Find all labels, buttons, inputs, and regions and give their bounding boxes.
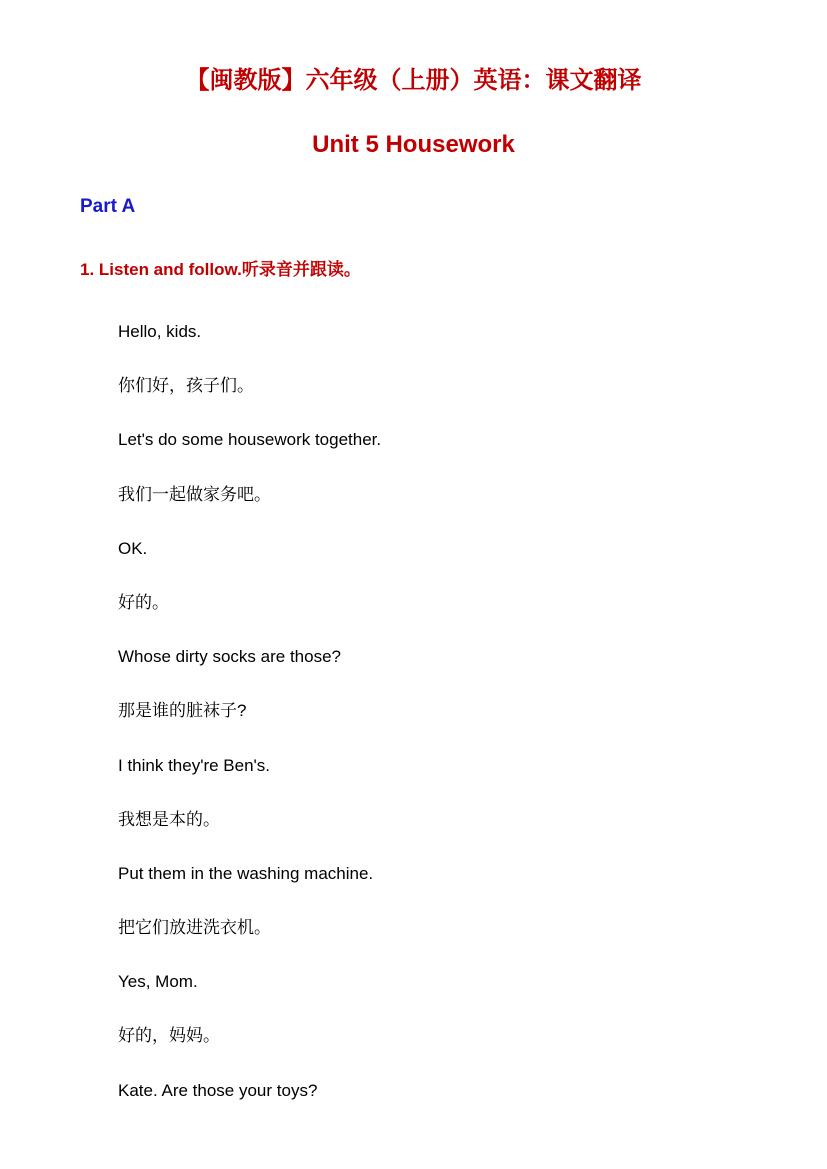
dialogue-line-chinese: 把它们放进洗衣机。: [118, 918, 271, 938]
dialogue-line-chinese: 你们好，孩子们。: [118, 376, 254, 396]
dialogue-list: [118, 319, 798, 1132]
dialogue-line-english: Kate. Are those your toys?: [118, 1080, 318, 1100]
dialogue-line-chinese: 好的，妈妈。: [118, 1026, 220, 1046]
dialogue-line-english: Hello, kids.: [118, 322, 202, 341]
dialogue-line-chinese: 我们一起做家务吧。: [118, 484, 271, 504]
dialogue-line-chinese: 那是谁的脏袜子?: [118, 701, 247, 721]
dialogue-line-english: OK.: [118, 538, 148, 558]
unit-title: Unit 5 Housework: [312, 131, 515, 158]
dialogue-line-chinese: 我想是本的。: [118, 809, 220, 829]
dialogue-line-english: I think they're Ben's.: [118, 755, 271, 775]
section-heading: 1. Listen and follow.听录音并跟读。: [80, 260, 361, 279]
dialogue-line-english: Put them in the washing machine.: [118, 863, 374, 883]
dialogue-line-english: Let's do some housework together.: [118, 430, 382, 450]
dialogue-line-english: Whose dirty socks are those?: [118, 647, 341, 667]
document-title: 【闽教版】六年级（上册）英语：课文翻译: [185, 65, 642, 94]
part-heading: Part A: [80, 196, 136, 217]
dialogue-line-chinese: 好的。: [118, 592, 169, 612]
dialogue-line-english: Yes, Mom.: [118, 972, 198, 992]
